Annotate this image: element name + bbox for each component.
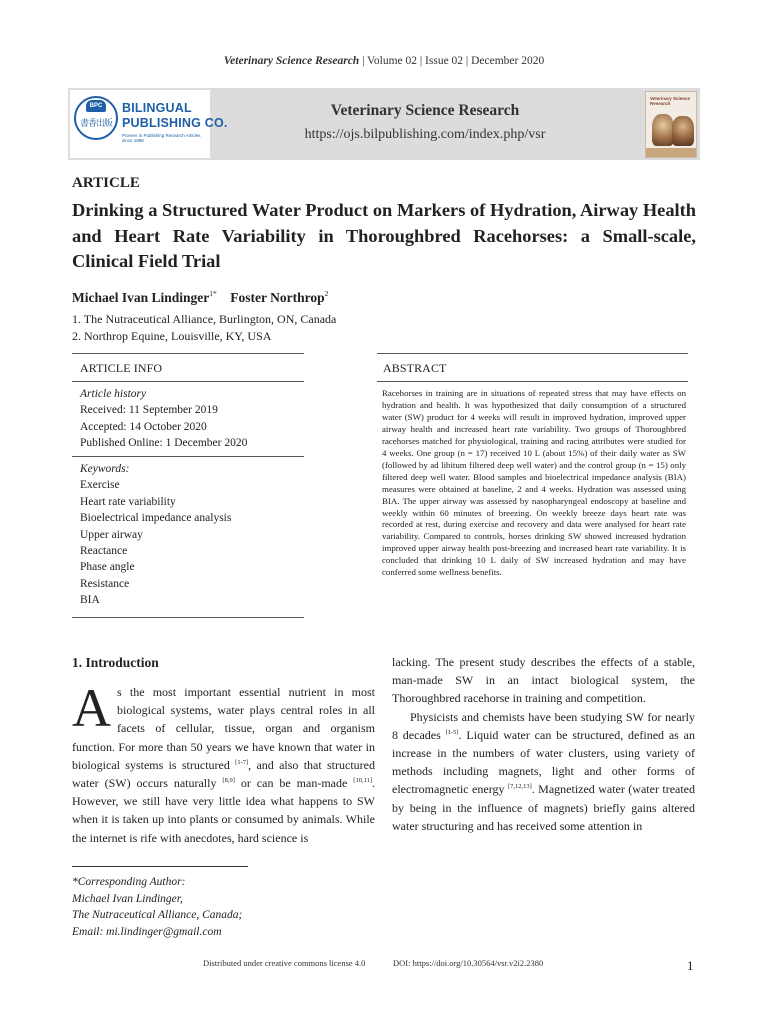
article-title: Drinking a Structured Water Product on Markers of Hydration, Airway Health and Heart Rate Variability in Thoroughbred Racehorses: a Small-scale, Clinical Field Trial	[72, 200, 696, 271]
license-note: Distributed under creative commons license 4.0	[203, 958, 366, 968]
publisher-tagline: Pioneer in Publishing Research Articles since 1998	[122, 133, 201, 143]
citation: [8,9]	[222, 777, 235, 785]
logo-bpc: BPC	[89, 103, 103, 109]
paragraph: lacking. The present study describes the effects of a stable, man-made SW in an intact biological system, the Thoroughbred racehorse in training and competition.	[392, 655, 695, 706]
journal-name: Veterinary Science Research	[223, 55, 360, 67]
affiliation: 2. Northrop Equine, Louisville, KY, USA	[72, 329, 272, 343]
keyword: BIA	[80, 594, 100, 607]
footnote-name: Michael Ivan Lindinger,	[72, 892, 183, 905]
citation: [7,12,13]	[507, 783, 532, 791]
keyword: Resistance	[80, 577, 130, 590]
text-run: or can be man-made	[234, 776, 354, 791]
author-affiliation-marker: 1*	[209, 289, 217, 298]
divider	[377, 353, 688, 354]
intro-paragraph-left	[72, 678, 375, 847]
keyword: Upper airway	[80, 528, 143, 541]
divider	[377, 381, 688, 382]
divider	[72, 353, 304, 354]
footnote-divider	[72, 866, 248, 867]
text-run: . Magnetized water (water treated by being in the influence of magnets) briefly gains altered water structuring and has received some attention in	[392, 782, 696, 833]
keyword: Heart rate variability	[80, 495, 176, 508]
published-date: Published Online: 1 December 2020	[80, 437, 248, 450]
text-run: . However, we still have very little idea what happens to SW when it is taken up into plants or consumed by animals. While the internet is rife with anecdotes, hard science is	[72, 776, 375, 845]
keywords	[80, 461, 231, 609]
article-history	[80, 386, 247, 452]
received-date: Received: 11 September 2019	[80, 404, 218, 417]
footnote-label: *Corresponding Author:	[72, 876, 186, 888]
footnote-email: Email: mi.lindinger@gmail.com	[72, 925, 222, 938]
publisher-name	[122, 101, 228, 131]
article-type-label: ARTICLE	[72, 175, 140, 191]
corresponding-author-footnote	[72, 874, 242, 940]
citation: [1-7]	[235, 758, 249, 766]
text-run: s the most important essential nutrient in most biological systems, water plays central roles in all facets of cellular, tissue, organ and organism function. For more than 50 years we have known that water in biological systems is structured	[72, 685, 375, 772]
doi-link[interactable]: DOI: https://doi.org/10.30564/vsr.v2i2.2380	[393, 958, 544, 968]
intro-paragraph-right	[392, 653, 695, 835]
publisher-name-line2: PUBLISHING CO.	[122, 116, 228, 130]
page-number: 1	[687, 958, 694, 973]
banner-journal-title: Veterinary Science Research	[330, 102, 520, 119]
accepted-date: Accepted: 14 October 2020	[80, 420, 207, 433]
cover-title: Veterinary Science Research	[650, 96, 691, 106]
keyword: Bioelectrical impedance analysis	[80, 512, 232, 525]
journal-cover-image	[645, 91, 697, 158]
publisher-name-line1: BILINGUAL	[122, 101, 192, 115]
paragraph	[392, 708, 695, 835]
author-name: Michael Ivan Lindinger	[72, 290, 210, 305]
divider	[72, 617, 304, 618]
author-affiliation-marker: 2	[324, 289, 329, 298]
divider	[72, 381, 304, 382]
drop-cap: A	[72, 678, 111, 738]
journal-url-link[interactable]: https://ojs.bilpublishing.com/index.php/vsr	[304, 127, 546, 142]
author-name: Foster Northrop	[230, 290, 325, 305]
citation: [1-5]	[445, 728, 459, 736]
article-info-heading: ARTICLE INFO	[80, 361, 163, 375]
citation: [10,11]	[353, 777, 372, 785]
author-list	[72, 289, 328, 306]
divider	[72, 456, 304, 457]
abstract-text: Racehorses in training are in situations of repeated stress that may have effects on hydration and health. It was hypothesized that daily consumption of a structured water (SW) product for 4 weeks will result in improved hydration, improved upper airway health and increased heart rate variability. Two groups of Thoroughbred racehorses matched for physiological, training and racing attributes were studied for 4 weeks. One group (n = 17) received 10 L (about 15%) of their daily water as SW (followed by ad libitum filtered deep well water) and the control group (n = 15) only filtered deep well water. Blood samples and bioelectrical impedance analysis (BIA) measures were obtained at baseline, 2 and 4 weeks. Hydration was assessed using BIA. The upper airway was assessed by nasopharyngeal endoscopy at baseline and weekly within 60 minutes of breezing. On weekly breeze days heart rate was recorded at rest, during exercise and recovery and data were analysed for heart rate variability. Compared to controls, horses drinking SW showed increased hydration improved upper airway health post-breezing and increased heart rate variability. It is concluded that drinking 10 L daily of SW increased hydration and may have conferred some wellness benefits.	[382, 388, 686, 578]
issue-info: | Volume 02 | Issue 02 | December 2020	[359, 55, 545, 67]
abstract-heading: ABSTRACT	[383, 361, 447, 375]
footnote-org: The Nutraceutical Alliance, Canada;	[72, 909, 243, 921]
section-heading: 1. Introduction	[72, 655, 159, 670]
keyword: Reactance	[80, 545, 128, 558]
history-label: Article history	[80, 388, 147, 400]
text-run: , and also that structured water (SW) occurs naturally	[72, 757, 375, 791]
running-header	[0, 55, 768, 67]
keyword: Exercise	[80, 479, 120, 492]
text-run: Physicists and chemists have been studying SW for nearly 8 decades	[392, 709, 695, 742]
keyword: Phase angle	[80, 561, 135, 574]
publisher-seal-icon: BPC 書香出版	[74, 96, 118, 140]
text-run: . Liquid water can be structured, defined as an increase in the numbers of water clusters, using variety of methods including magnets, light and other forms of electromagnetic energy	[392, 727, 695, 797]
affiliation: 1. The Nutraceutical Alliance, Burlington, ON, Canada	[72, 312, 337, 326]
keywords-label: Keywords:	[80, 463, 130, 475]
